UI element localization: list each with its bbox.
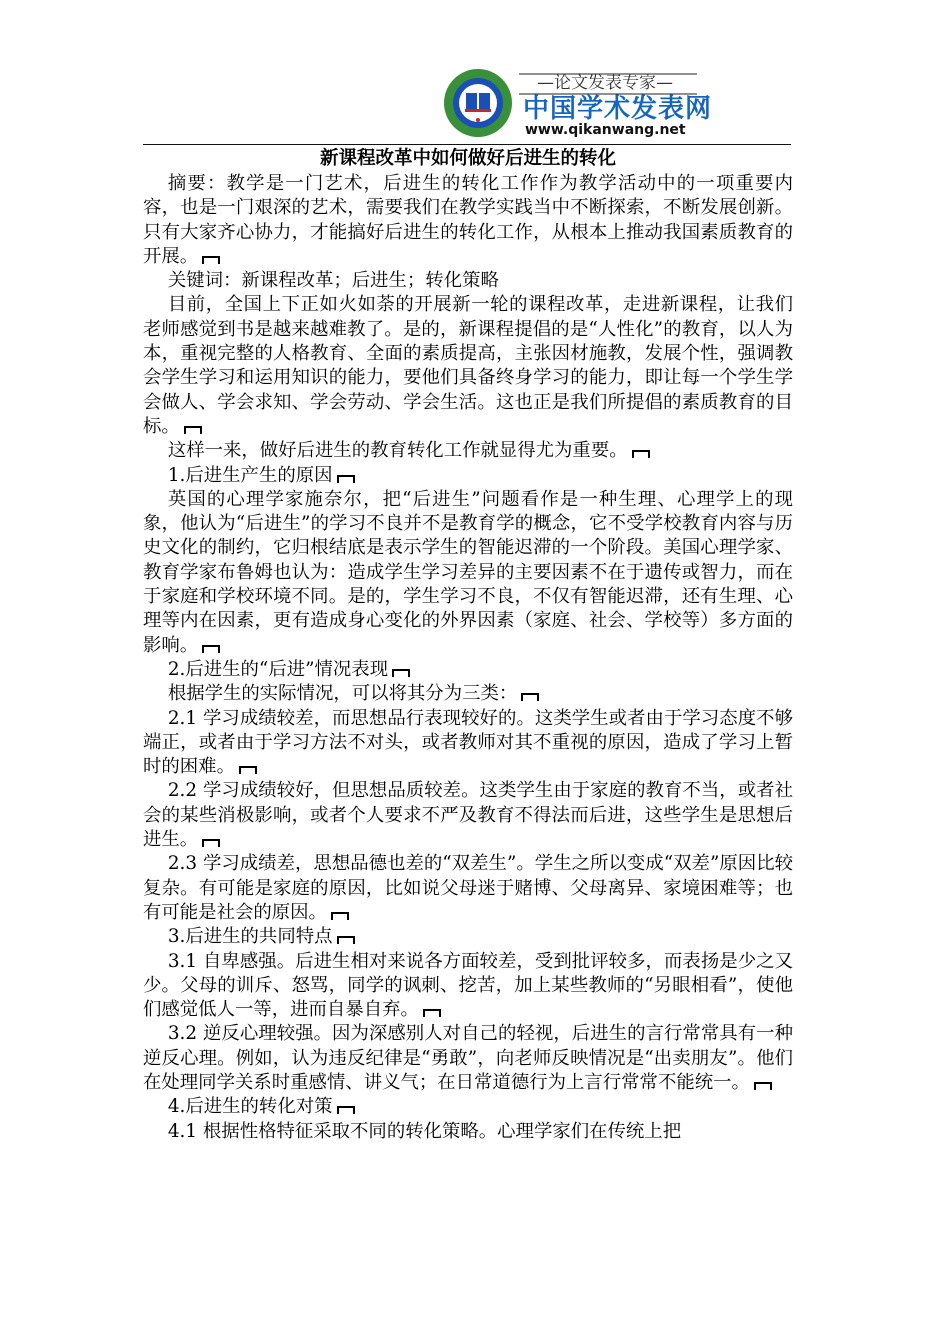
paragraph-end-mark-icon — [392, 669, 410, 677]
paragraph — [143, 1120, 793, 1144]
paragraph-text: 4.1 根据性格特征采取不同的转化策略。心理学家们在传统上把 — [167, 1120, 682, 1142]
paragraph-text: 3.后进生的共同特点 — [167, 926, 333, 948]
paragraph-text: 2.3 学习成绩差，思想品德也差的“双差生”。学生之所以变成“双差”原因比较复杂。有可能是家庭的原因，比如说父母迷于赌博、父母离异、家境困难等；也有可能是社会的原因。 — [143, 853, 793, 923]
paragraph-text: 这样一来，做好后进生的教育转化工作就显得尤为重要。 — [167, 440, 628, 462]
paragraph-text: 关键词：新课程改革；后进生；转化策略 — [167, 270, 499, 292]
paragraph-end-mark-icon — [239, 766, 257, 774]
paragraph-text: 2.2 学习成绩较好，但思想品质较差。这类学生由于家庭的教育不当，或者社会的某些消极影响，或者个人要求不严及教育不得法而后进，这些学生是思想后进生。 — [143, 780, 793, 851]
header-divider — [143, 144, 791, 145]
paragraph — [143, 950, 793, 1023]
paragraph — [143, 488, 793, 658]
article-body — [143, 146, 793, 1144]
paragraph-text: 摘要：教学是一门艺术，后进生的转化工作作为教学活动中的一项重要内容，也是一门艰深的艺术，需要我们在教学实践当中不断探索，不断发展创新。只有大家齐心协力，才能搞好后进生的转化工作，从根本上推动我国素质教育的开展。 — [143, 173, 793, 267]
paragraph-end-mark-icon — [202, 645, 220, 653]
paragraph — [143, 682, 793, 706]
paragraph-text: 2.后进生的“后进”情况表现 — [167, 658, 389, 680]
paragraph-text: 4.后进生的转化对策 — [167, 1096, 333, 1118]
paragraph-text: 3.1 自卑感强。后进生相对来说各方面较差，受到批评较多，而表扬是少之又少。父母的训斥、怒骂，同学的讽刺、挖苦，加上某些教师的“另眼相看”，使他们感觉低人一等，进而自暴自弃。 — [143, 950, 793, 1021]
paragraph-text: 目前，全国上下正如火如荼的开展新一轮的课程改革，走进新课程，让我们老师感觉到书是越来越难教了。是的，新课程提倡的是“人性化”的教育，以人为本，重视完整的人格教育、全面的素质提高，主张因材施教，发展个性，强调教会学生学习和运用知识的能力，要他们具备终身学习的能力，即让每一个学生学会做人、学会求知、学会劳动、学会生活。这也正是我们所提倡的素质教育的目标。 — [143, 294, 793, 437]
paragraph-end-mark-icon — [337, 1106, 355, 1114]
logo-brand-name: 中国学术发表网 — [523, 94, 713, 124]
paragraph-text: 根据学生的实际情况，可以将其分为三类： — [167, 683, 518, 705]
paragraph — [143, 925, 793, 949]
paragraph — [143, 1022, 793, 1095]
paragraph-end-mark-icon — [423, 1009, 441, 1017]
paragraph — [143, 293, 793, 439]
paragraph-end-mark-icon — [337, 475, 355, 483]
paragraph-list — [143, 172, 793, 1144]
logo-slogan: —论文发表专家— — [537, 73, 673, 93]
paragraph-end-mark-icon — [337, 936, 355, 944]
paragraph-end-mark-icon — [202, 839, 220, 847]
paragraph — [143, 269, 793, 293]
paragraph-text: 1.后进生产生的原因 — [167, 464, 333, 486]
paragraph — [143, 779, 793, 852]
paragraph-end-mark-icon — [331, 912, 349, 920]
seal-emblem-icon — [443, 68, 513, 138]
paragraph-end-mark-icon — [754, 1082, 772, 1090]
paragraph-end-mark-icon — [632, 450, 650, 458]
paragraph — [143, 464, 793, 488]
paragraph-end-mark-icon — [202, 256, 220, 264]
paragraph-text: 英国的心理学家施奈尔，把“后进生”问题看作是一种生理、心理学上的现象，他认为“后进生”的学习不良并不是教育学的概念，它不受学校教育内容与历史文化的制约，它归根结底是表示学生的智能迟滞的一个阶段。美国心理学家、教育学家布鲁姆也认为：造成学生学习差异的主要因素不在于遗传或智力，而在于家庭和学校环境不同。是的，学生学习不良，不仅有智能迟滞，还有生理、心理等内在因素，更有造成身心变化的外界因素（家庭、社会、学校等）多方面的影响。 — [143, 488, 793, 656]
paragraph — [143, 1095, 793, 1119]
paragraph — [143, 439, 793, 463]
paragraph-text: 2.1 学习成绩较差，而思想品行表现较好的。这类学生或者由于学习态度不够端正，或者由于学习方法不对头，或者教师对其不重视的原因，造成了学习上暂时的困难。 — [143, 707, 793, 778]
paragraph-text: 3.2 逆反心理较强。因为深感别人对自己的轻视，后进生的言行常常具有一种逆反心理。例如，认为违反纪律是“勇敢”，向老师反映情况是“出卖朋友”。他们在处理同学关系时重感情、讲义气；在日常道德行为上言行常常不能统一。 — [143, 1023, 793, 1093]
logo-url: www.qikanwang.net — [525, 122, 686, 138]
paragraph-end-mark-icon — [521, 693, 539, 701]
paragraph — [143, 658, 793, 682]
paragraph — [143, 707, 793, 780]
paragraph — [143, 852, 793, 925]
site-logo — [441, 68, 713, 140]
paragraph-end-mark-icon — [184, 426, 202, 434]
article-title: 新课程改革中如何做好后进生的转化 — [319, 148, 616, 169]
paragraph — [143, 172, 793, 269]
